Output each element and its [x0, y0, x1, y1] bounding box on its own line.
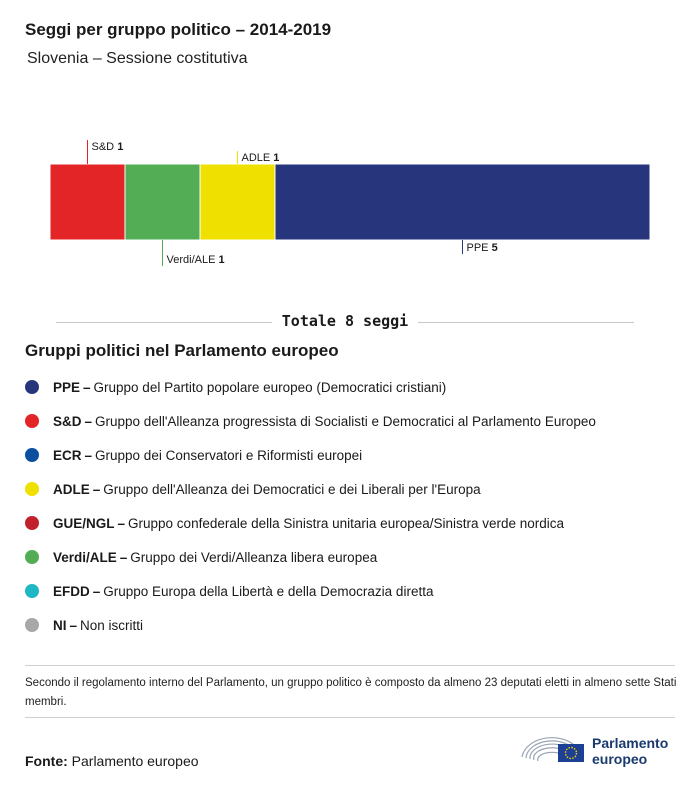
legend-name: Gruppo dei Conservatori e Riformisti europei [95, 447, 363, 463]
european-parliament-hemicycle-eu-flag-icon [520, 727, 590, 771]
legend-item [25, 370, 685, 404]
legend-separator: – [117, 515, 126, 531]
legend-item [25, 404, 685, 438]
legend-swatch [25, 380, 39, 394]
legend-separator: – [84, 413, 93, 429]
bar-label: ADLE 1 [241, 152, 280, 164]
legend-abbr: ECR [53, 447, 82, 463]
legend-swatch [25, 482, 39, 496]
legend-swatch [25, 550, 39, 564]
bar-segment [125, 164, 200, 240]
legend-separator: – [83, 379, 91, 395]
divider-top [25, 665, 675, 666]
legend-name: Gruppo del Partito popolare europeo (Democratici cristiani) [93, 379, 447, 395]
legend [25, 370, 685, 642]
legend-abbr: EFDD [53, 583, 90, 599]
logo-text [592, 735, 668, 767]
legend-abbr: ADLE [53, 481, 90, 497]
legend-name: Gruppo Europa della Libertà e della Democrazia diretta [103, 583, 434, 599]
total-seats-label: Totale 8 seggi [281, 312, 409, 330]
legend-abbr: Verdi/ALE [53, 549, 117, 565]
legend-swatch [25, 448, 39, 462]
legend-separator: – [69, 617, 78, 633]
legend-abbr: S&D [53, 413, 82, 429]
legend-separator: – [119, 549, 128, 565]
bar-label: PPE 5 [466, 242, 498, 254]
bar-segment [200, 164, 275, 240]
bar-segment [275, 164, 650, 240]
bar-segment [50, 164, 125, 240]
chart-title: Seggi per gruppo politico – 2014-2019 [25, 20, 332, 39]
legend-swatch [25, 618, 39, 632]
legend-name: Gruppo dell'Alleanza dei Democratici e dei Liberali per l'Europa [103, 481, 481, 497]
bar-label: S&D 1 [91, 141, 124, 153]
legend-item [25, 438, 685, 472]
legend-item [25, 540, 685, 574]
legend-abbr: PPE [53, 379, 81, 395]
legend-name: Gruppo confederale della Sinistra unitaria europea/Sinistra verde nordica [128, 515, 565, 531]
source-text: Parlamento europeo [71, 753, 199, 769]
divider-bottom [25, 717, 675, 718]
legend-item [25, 608, 685, 642]
legend-abbr: NI [53, 617, 67, 633]
legend-name: Gruppo dei Verdi/Alleanza libera europea [130, 549, 378, 565]
logo-line-1: Parlamento [592, 735, 669, 751]
legend-separator: – [84, 447, 93, 463]
stacked-bar-chart [0, 120, 700, 280]
legend-separator: – [92, 583, 101, 599]
footnote: Secondo il regolamento interno del Parlamento, un gruppo politico è composto da almeno 23 deputati eletti in almeno sette Stati membri. [25, 677, 677, 708]
legend-name: Gruppo dell'Alleanza progressista di Socialisti e Democratici al Parlamento Europeo [95, 413, 596, 429]
legend-abbr: GUE/NGL [53, 515, 115, 531]
legend-item [25, 506, 685, 540]
legend-name: Non iscritti [80, 617, 144, 633]
legend-swatch [25, 414, 39, 428]
total-seats [56, 312, 634, 332]
source-label: Fonte: [25, 753, 68, 769]
source [25, 753, 199, 769]
legend-swatch [25, 584, 39, 598]
logo-line-2: europeo [592, 751, 648, 767]
parliament-logo [520, 727, 690, 771]
bar-label: Verdi/ALE 1 [166, 254, 225, 266]
legend-separator: – [92, 481, 101, 497]
legend-title: Gruppi politici nel Parlamento europeo [25, 341, 339, 360]
legend-swatch [25, 516, 39, 530]
legend-item [25, 574, 685, 608]
legend-item [25, 472, 685, 506]
chart-subtitle: Slovenia – Sessione costitutiva [27, 50, 248, 67]
